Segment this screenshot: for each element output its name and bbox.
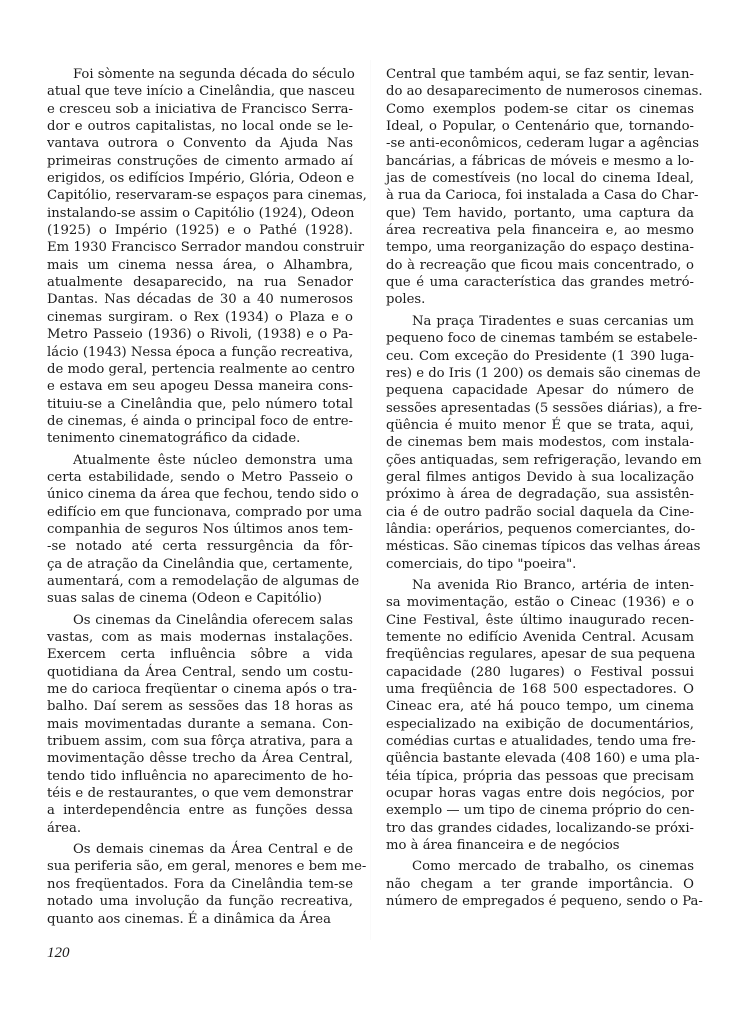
text-line: mais um cinema nessa área, o Alhambra, — [47, 257, 353, 273]
text-line: temente no edifício Avenida Central. Acusam — [386, 630, 694, 645]
text-line: tro das grandes cidades, localizando-se próxi- — [386, 820, 694, 836]
text-line: não chegam a ter grande importância. O — [386, 876, 694, 892]
text-line: tituiu-se a Cinelândia que, pelo número total — [47, 396, 353, 412]
text-line: número de empregados é pequeno, sendo o Pa- — [386, 894, 703, 910]
text-line: a interdependência entre as funções dessa — [47, 803, 353, 819]
text-line: edifício em que funcionava, comprado por uma — [47, 504, 362, 520]
text-line: Como mercado de trabalho, os cinemas — [412, 859, 694, 875]
text-line: dor e outros capitalistas, no local onde se le- — [47, 119, 353, 135]
text-line: área recreativa pela financeira e, ao mesmo — [386, 223, 694, 239]
text-line: exemplo — um tipo de cinema próprio do cen- — [386, 803, 695, 819]
text-line: nos freqüentados. Fora da Cinelândia tem-se — [47, 876, 353, 892]
text-line: uma freqüência de 168 500 espectadores. O — [386, 682, 694, 698]
text-line: certa estabilidade, sendo o Metro Passeio o — [47, 469, 353, 485]
text-line: ções antiquadas, sem refrigeração, levando em — [386, 452, 702, 468]
paragraph — [47, 452, 362, 608]
text-line: erigidos, os edifícios Império, Glória, Odeon e — [47, 171, 355, 187]
text-line: Os cinemas da Cinelândia oferecem salas — [73, 612, 353, 628]
text-line: Dantas. Nas décadas de 30 a 40 numerosos — [47, 292, 353, 308]
text-line: Cine Festival, êste último inaugurado recen- — [386, 612, 694, 628]
text-line: (1925) o Império (1925) e o Pathé (1928). — [47, 223, 353, 239]
page-number: 120 — [47, 945, 70, 961]
text-line: único cinema da área que fechou, tendo sido o — [47, 487, 359, 503]
text-line: aumentará, com a remodelação de algumas de — [47, 573, 360, 589]
text-line: vastas, com as mais modernas instalações. — [47, 630, 353, 645]
text-line: sa movimentação, estão o Cineac (1936) e o — [386, 595, 694, 611]
text-line: -se anti-econômicos, cederam lugar a agências — [386, 136, 700, 152]
text-line: cia é de outro padrão social daquela da Cine- — [386, 504, 694, 520]
text-line: capacidade (280 lugares) o Festival possui — [386, 664, 694, 680]
text-line: de cinemas, é ainda o principal foco de entre- — [47, 413, 353, 429]
text-line: Os demais cinemas da Área Central e de — [73, 842, 353, 858]
paragraph — [47, 66, 367, 448]
text-line: Central que também aqui, se faz sentir, levan- — [386, 67, 694, 82]
text-line: jas de comestíveis (no local do cinema Ideal, — [386, 171, 694, 187]
text-line: balho. Daí serem as sessões das 18 horas as — [47, 699, 353, 715]
text-line: qüência é muito menor É que se trata, aqui, — [386, 417, 694, 433]
text-line: Em 1930 Francisco Serrador mandou construir — [47, 240, 365, 256]
text-line: área. — [47, 820, 82, 836]
text-line: tenimento cinematográfico da cidade. — [47, 431, 301, 447]
text-line: suas salas de cinema (Odeon e Capitólio) — [47, 591, 322, 607]
text-line: atualmente desaparecido, na rua Senador — [47, 275, 353, 291]
text-line: que) Tem havido, portanto, uma captura da — [386, 205, 694, 221]
text-line: qüência bastante elevada (408 160) e uma pla- — [386, 751, 700, 767]
text-line: geral filmes antigos Devido à sua localização — [386, 469, 694, 485]
text-line: instalando-se assim o Capitólio (1924), Odeon — [47, 205, 355, 221]
paragraph — [386, 313, 702, 573]
text-line: comédias curtas e atualidades, tendo uma fre- — [386, 734, 696, 750]
text-line: comerciais, do tipo "poeira". — [386, 556, 577, 572]
text-line: ceu. Com exceção do Presidente (1 390 luga- — [386, 348, 694, 364]
text-line: atual que teve início a Cinelândia, que nasceu — [47, 84, 355, 100]
text-line: e cresceu sob a iniciativa de Francisco Serra- — [47, 101, 353, 117]
text-line: ocupar horas vagas entre dois negócios, por — [386, 786, 694, 802]
text-line: -se notado até certa ressurgência da fôr- — [47, 539, 353, 555]
text-line: notado uma involução da função recreativa, — [47, 894, 353, 910]
text-line: Ideal, o Popular, o Centenário que, tornando- — [386, 119, 694, 135]
text-line: primeiras construções de cimento armado aí — [47, 153, 353, 169]
text-line: Na praça Tiradentes e suas cercanias um — [412, 313, 694, 329]
text-line: de cinemas bem mais modestos, com instala- — [386, 435, 694, 451]
text-line: do ao desaparecimento de numerosos cinemas. — [386, 84, 703, 100]
text-line: Exercem certa influência sôbre a vida — [47, 647, 353, 663]
text-line: que é uma característica das grandes metró- — [386, 275, 694, 291]
text-line: mais movimentadas durante a semana. Con- — [47, 716, 353, 732]
paragraph — [386, 858, 703, 910]
text-line: res) e do Iris (1 200) os demais são cinemas de — [386, 365, 701, 381]
paragraph — [47, 841, 367, 928]
text-line: Cineac era, até há pouco tempo, um cinema — [386, 699, 694, 715]
right-column — [386, 66, 703, 915]
paragraph — [386, 66, 703, 309]
text-line: freqüências regulares, apesar de sua pequena — [386, 647, 696, 663]
text-line: à rua da Carioca, foi instalada a Casa do Char- — [386, 188, 699, 204]
text-line: tendo tido influência no aparecimento de ho- — [47, 768, 353, 784]
text-line: companhia de seguros Nos últimos anos tem- — [47, 521, 353, 537]
text-line: bancárias, a fábricas de móveis e mesmo a lo- — [386, 153, 694, 169]
text-line: Capitólio, reservaram-se espaços para cinemas, — [47, 188, 367, 204]
text-line: lândia: operários, pequenos comerciantes, do- — [386, 521, 696, 537]
text-line: pequena capacidade Apesar do número de — [386, 383, 694, 399]
text-line: mésticas. São cinemas típicos das velhas áreas — [386, 539, 701, 555]
left-column — [47, 66, 367, 932]
text-line: vantava outrora o Convento da Ajuda Nas — [47, 136, 353, 152]
text-line: tempo, uma reorganização do espaço destina- — [386, 240, 694, 256]
text-line: Na avenida Rio Branco, artéria de inten- — [412, 577, 694, 593]
text-line: quanto aos cinemas. É a dinâmica da Área — [47, 911, 331, 927]
text-line: Metro Passeio (1936) o Rivoli, (1938) e o Pa- — [47, 327, 353, 343]
text-line: téis e de restaurantes, o que vem demonstrar — [47, 786, 353, 802]
text-line: tribuem assim, com sua fôrça atrativa, para a — [47, 734, 353, 750]
text-line: cinemas surgiram. o Rex (1934) o Plaza e o — [47, 309, 353, 325]
text-line: poles. — [386, 292, 426, 308]
text-line: sua periferia são, em geral, menores e bem me- — [47, 859, 367, 875]
text-line: mo à área financeira e de negócios — [386, 838, 620, 854]
text-line: Foi sòmente na segunda década do século — [73, 67, 355, 82]
paragraph — [386, 577, 700, 855]
text-line: pequeno foco de cinemas também se estabele- — [386, 331, 698, 347]
text-line: lácio (1943) Nessa época a função recreativa, — [47, 344, 354, 360]
text-line: e estava em seu apogeu Dessa maneira cons- — [47, 379, 353, 395]
text-line: de modo geral, pertencia realmente ao centro — [47, 361, 355, 377]
text-line: Atualmente êste núcleo demonstra uma — [73, 452, 353, 468]
text-line: Como exemplos podem-se citar os cinemas — [386, 101, 694, 117]
text-line: téia típica, própria das pessoas que precisam — [386, 768, 694, 784]
paragraph — [47, 612, 357, 837]
text-line: ça de atração da Cinelândia que, certamente, — [47, 556, 353, 572]
text-line: especializado na exibição de documentários, — [386, 716, 694, 732]
text-line: sessões apresentadas (5 sessões diárias), a fre- — [386, 400, 702, 416]
text-line: do à recreação que ficou mais concentrado, o — [386, 257, 694, 273]
text-line: movimentação dêsse trecho da Área Central, — [47, 751, 353, 767]
text-line: me do carioca freqüentar o cinema após o tra- — [47, 682, 357, 698]
text-line: quotidiana da Área Central, sendo um costu- — [47, 664, 353, 680]
text-line: próximo à área de degradação, sua assistên- — [386, 487, 694, 503]
column-gutter — [370, 60, 371, 940]
